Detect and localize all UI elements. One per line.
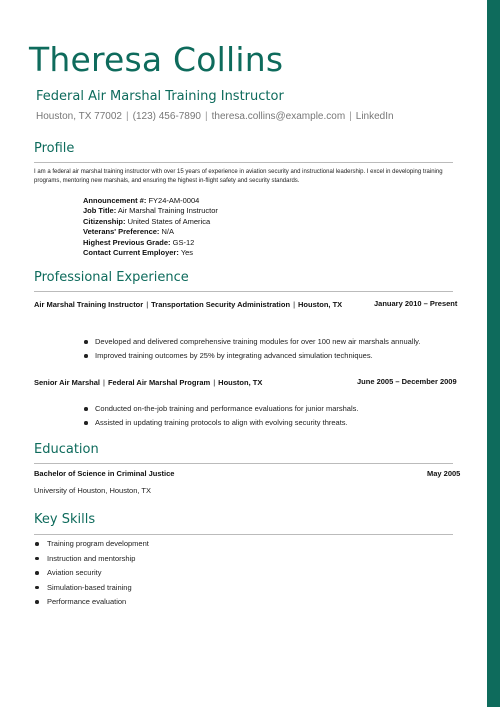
job-title: Air Marshal Training Instructor (34, 300, 144, 309)
skill-item: Performance evaluation (34, 597, 149, 612)
detail-row (83, 227, 218, 237)
job-separator: | (213, 378, 216, 387)
job-bullet: Developed and delivered comprehensive training modules for over 100 new air marshals annually. (83, 337, 420, 351)
job-header (34, 377, 262, 388)
detail-label: Job Title: (83, 206, 117, 216)
candidate-title: Federal Air Marshal Training Instructor (36, 89, 284, 104)
contact-linkedin-link[interactable]: LinkedIn (355, 111, 394, 122)
application-details (83, 196, 218, 258)
job-employer: Federal Air Marshal Program (107, 378, 211, 387)
job-location: Houston, TX (218, 378, 263, 387)
detail-label: Announcement #: (83, 196, 147, 205)
education-degree: Bachelor of Science in Criminal Justice (34, 469, 175, 478)
job-separator: | (146, 300, 149, 309)
job-bullet-list (83, 404, 358, 432)
skill-item: Aviation security (34, 568, 149, 583)
contact-email[interactable]: theresa.collins@example.com (211, 111, 346, 122)
section-heading-skills: Key Skills (34, 512, 96, 527)
job-dates: January 2010 – Present (374, 299, 458, 308)
candidate-name: Theresa Collins (29, 40, 284, 79)
section-heading-experience: Professional Experience (34, 270, 189, 285)
section-heading-profile: Profile (34, 141, 75, 156)
contact-separator: | (126, 111, 129, 122)
detail-label: Highest Previous Grade: (83, 237, 171, 247)
job-title: Senior Air Marshal (34, 378, 100, 387)
detail-value: United States of America (127, 216, 211, 226)
job-bullet-list (83, 337, 420, 365)
skill-item: Training program development (34, 539, 149, 554)
contact-separator: | (205, 111, 208, 122)
job-bullet: Assisted in updating training protocols to align with evolving security threats. (83, 418, 358, 432)
job-header (34, 299, 349, 310)
detail-label: Veterans' Preference: (83, 227, 160, 237)
detail-value: GS-12 (172, 237, 195, 247)
section-heading-education: Education (34, 442, 99, 457)
section-divider (34, 534, 453, 535)
contact-line (36, 111, 394, 122)
detail-value: FY24-AM-0004 (148, 196, 200, 205)
section-divider (34, 162, 453, 163)
detail-label: Citizenship: (83, 216, 126, 226)
job-separator: | (103, 378, 105, 387)
skill-item: Simulation-based training (34, 583, 149, 598)
detail-row (83, 196, 218, 206)
section-divider (34, 291, 453, 292)
section-divider (34, 463, 453, 464)
job-dates: June 2005 – December 2009 (357, 377, 457, 386)
detail-value: N/A (161, 227, 175, 237)
education-date: May 2005 (427, 469, 461, 478)
job-separator: | (293, 300, 296, 309)
detail-row (83, 217, 218, 227)
detail-row (83, 206, 218, 216)
profile-summary: I am a federal air marshal training instructor with over 15 years of experience in aviation security and instructional leadership. I excel in developing training programs, mentoring new marshals, and ensuring the highest in-flight safety and security standards. (34, 169, 443, 185)
job-bullet: Conducted on-the-job training and performance evaluations for junior marshals. (83, 404, 358, 418)
detail-label: Contact Current Employer: (83, 248, 179, 258)
job-location: Houston, TX (298, 300, 343, 309)
job-employer: Transportation Security Administration (151, 300, 291, 309)
education-school: University of Houston, Houston, TX (34, 486, 151, 495)
detail-row (83, 248, 218, 258)
detail-value: Air Marshal Training Instructor (117, 206, 218, 216)
detail-row (83, 238, 218, 248)
detail-value: Yes (180, 248, 194, 258)
accent-sidebar-bar (487, 0, 500, 707)
contact-phone: (123) 456-7890 (132, 111, 201, 122)
contact-separator: | (349, 111, 352, 122)
contact-location: Houston, TX 77002 (36, 111, 122, 122)
skills-list (34, 539, 149, 612)
job-bullet: Improved training outcomes by 25% by integrating advanced simulation techniques. (83, 351, 420, 365)
skill-item: Instruction and mentorship (34, 554, 149, 569)
